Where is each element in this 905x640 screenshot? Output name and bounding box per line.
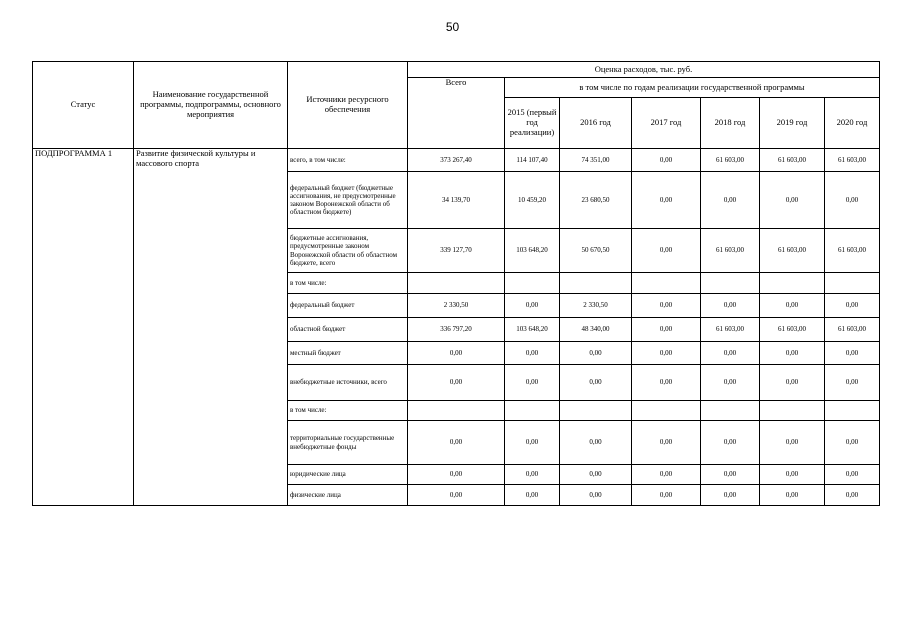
year-value-cell bbox=[760, 273, 825, 294]
year-value-cell: 0,00 bbox=[825, 465, 880, 485]
year-value-cell: 0,00 bbox=[505, 465, 560, 485]
year-value-cell: 61 603,00 bbox=[825, 229, 880, 273]
year-value-cell: 0,00 bbox=[701, 485, 760, 506]
total-value-cell: 339 127,70 bbox=[408, 229, 505, 273]
source-cell: физические лица bbox=[288, 485, 408, 506]
source-cell: федеральный бюджет (бюджетные ассигнования, не предусмотренные законом Воронежской области об областном бюджете) bbox=[288, 172, 408, 229]
by-years-header: в том числе по годам реализации государственной программы bbox=[505, 78, 880, 98]
year-value-cell bbox=[825, 273, 880, 294]
year-value-cell: 0,00 bbox=[505, 485, 560, 506]
year-header: 2017 год bbox=[632, 98, 701, 149]
year-value-cell: 0,00 bbox=[701, 342, 760, 365]
year-header: 2019 год bbox=[760, 98, 825, 149]
year-value-cell: 0,00 bbox=[632, 229, 701, 273]
sources-header: Источники ресурсного обеспечения bbox=[288, 62, 408, 149]
year-value-cell: 10 459,20 bbox=[505, 172, 560, 229]
year-value-cell: 61 603,00 bbox=[701, 318, 760, 342]
year-value-cell: 61 603,00 bbox=[760, 229, 825, 273]
year-value-cell: 61 603,00 bbox=[701, 229, 760, 273]
year-value-cell bbox=[760, 401, 825, 421]
year-value-cell bbox=[701, 273, 760, 294]
year-header: 2016 год bbox=[560, 98, 632, 149]
year-value-cell: 0,00 bbox=[825, 485, 880, 506]
year-value-cell: 0,00 bbox=[760, 421, 825, 465]
source-cell: всего, в том числе: bbox=[288, 149, 408, 172]
total-value-cell: 0,00 bbox=[408, 465, 505, 485]
total-value-cell bbox=[408, 273, 505, 294]
year-value-cell: 0,00 bbox=[701, 294, 760, 318]
total-value-cell: 34 139,70 bbox=[408, 172, 505, 229]
year-value-cell: 23 680,50 bbox=[560, 172, 632, 229]
total-value-cell: 0,00 bbox=[408, 342, 505, 365]
year-value-cell: 103 648,20 bbox=[505, 229, 560, 273]
year-value-cell: 0,00 bbox=[760, 294, 825, 318]
year-value-cell: 0,00 bbox=[760, 365, 825, 401]
year-value-cell bbox=[632, 273, 701, 294]
year-value-cell: 61 603,00 bbox=[760, 318, 825, 342]
year-value-cell bbox=[632, 401, 701, 421]
year-value-cell bbox=[701, 401, 760, 421]
year-value-cell: 0,00 bbox=[505, 365, 560, 401]
year-value-cell: 0,00 bbox=[632, 172, 701, 229]
source-cell: юридические лица bbox=[288, 465, 408, 485]
year-value-cell: 61 603,00 bbox=[701, 149, 760, 172]
year-value-cell: 50 670,50 bbox=[560, 229, 632, 273]
year-value-cell: 0,00 bbox=[825, 365, 880, 401]
total-header: Всего bbox=[408, 78, 505, 149]
year-value-cell: 0,00 bbox=[560, 485, 632, 506]
status-header: Статус bbox=[33, 62, 134, 149]
year-value-cell: 0,00 bbox=[825, 421, 880, 465]
year-value-cell: 0,00 bbox=[560, 365, 632, 401]
page-number: 50 bbox=[445, 20, 460, 34]
source-cell: внебюджетные источники, всего bbox=[288, 365, 408, 401]
year-value-cell: 0,00 bbox=[505, 294, 560, 318]
year-value-cell: 0,00 bbox=[701, 421, 760, 465]
year-value-cell: 2 330,50 bbox=[560, 294, 632, 318]
source-cell: федеральный бюджет bbox=[288, 294, 408, 318]
year-value-cell: 103 648,20 bbox=[505, 318, 560, 342]
year-value-cell: 48 340,00 bbox=[560, 318, 632, 342]
total-value-cell: 0,00 bbox=[408, 421, 505, 465]
year-header: 2020 год bbox=[825, 98, 880, 149]
year-value-cell: 61 603,00 bbox=[760, 149, 825, 172]
year-value-cell: 0,00 bbox=[560, 342, 632, 365]
year-value-cell: 0,00 bbox=[560, 465, 632, 485]
year-value-cell: 0,00 bbox=[505, 421, 560, 465]
year-value-cell: 61 603,00 bbox=[825, 318, 880, 342]
year-value-cell: 61 603,00 bbox=[825, 149, 880, 172]
total-value-cell: 0,00 bbox=[408, 365, 505, 401]
year-header: 2015 (первый год реализации) bbox=[505, 98, 560, 149]
year-value-cell: 0,00 bbox=[632, 149, 701, 172]
year-value-cell: 0,00 bbox=[632, 465, 701, 485]
year-value-cell: 0,00 bbox=[760, 342, 825, 365]
expense-estimate-header: Оценка расходов, тыс. руб. bbox=[408, 62, 880, 78]
source-cell: областной бюджет bbox=[288, 318, 408, 342]
source-cell: территориальные государственные внебюджетные фонды bbox=[288, 421, 408, 465]
total-value-cell: 2 330,50 bbox=[408, 294, 505, 318]
year-value-cell: 0,00 bbox=[505, 342, 560, 365]
year-value-cell: 0,00 bbox=[825, 172, 880, 229]
budget-table bbox=[32, 61, 880, 506]
year-value-cell: 0,00 bbox=[701, 172, 760, 229]
year-value-cell: 74 351,00 bbox=[560, 149, 632, 172]
total-value-cell: 336 797,20 bbox=[408, 318, 505, 342]
year-value-cell: 0,00 bbox=[760, 465, 825, 485]
total-value-cell bbox=[408, 401, 505, 421]
source-cell: в том числе: bbox=[288, 273, 408, 294]
program-name-header: Наименование государственной программы, подпрограммы, основного мероприятия bbox=[134, 62, 288, 149]
program-name-cell: Развитие физической культуры и массового спорта bbox=[134, 149, 288, 506]
year-value-cell: 0,00 bbox=[632, 342, 701, 365]
source-cell: местный бюджет bbox=[288, 342, 408, 365]
source-cell: в том числе: bbox=[288, 401, 408, 421]
year-value-cell bbox=[560, 401, 632, 421]
year-header: 2018 год bbox=[701, 98, 760, 149]
year-value-cell: 0,00 bbox=[560, 421, 632, 465]
year-value-cell: 0,00 bbox=[825, 294, 880, 318]
year-value-cell bbox=[560, 273, 632, 294]
year-value-cell: 0,00 bbox=[701, 465, 760, 485]
year-value-cell bbox=[505, 401, 560, 421]
year-value-cell: 0,00 bbox=[632, 485, 701, 506]
year-value-cell: 114 107,40 bbox=[505, 149, 560, 172]
year-value-cell: 0,00 bbox=[760, 172, 825, 229]
total-value-cell: 0,00 bbox=[408, 485, 505, 506]
year-value-cell: 0,00 bbox=[632, 365, 701, 401]
year-value-cell: 0,00 bbox=[632, 318, 701, 342]
year-value-cell bbox=[825, 401, 880, 421]
total-value-cell: 373 267,40 bbox=[408, 149, 505, 172]
year-value-cell: 0,00 bbox=[632, 421, 701, 465]
year-value-cell: 0,00 bbox=[825, 342, 880, 365]
year-value-cell: 0,00 bbox=[760, 485, 825, 506]
status-cell: ПОДПРОГРАММА 1 bbox=[33, 149, 134, 506]
year-value-cell: 0,00 bbox=[632, 294, 701, 318]
source-cell: бюджетные ассигнования, предусмотренные законом Воронежской области об областном бюджете, всего bbox=[288, 229, 408, 273]
year-value-cell: 0,00 bbox=[701, 365, 760, 401]
year-value-cell bbox=[505, 273, 560, 294]
table-row bbox=[33, 149, 880, 172]
